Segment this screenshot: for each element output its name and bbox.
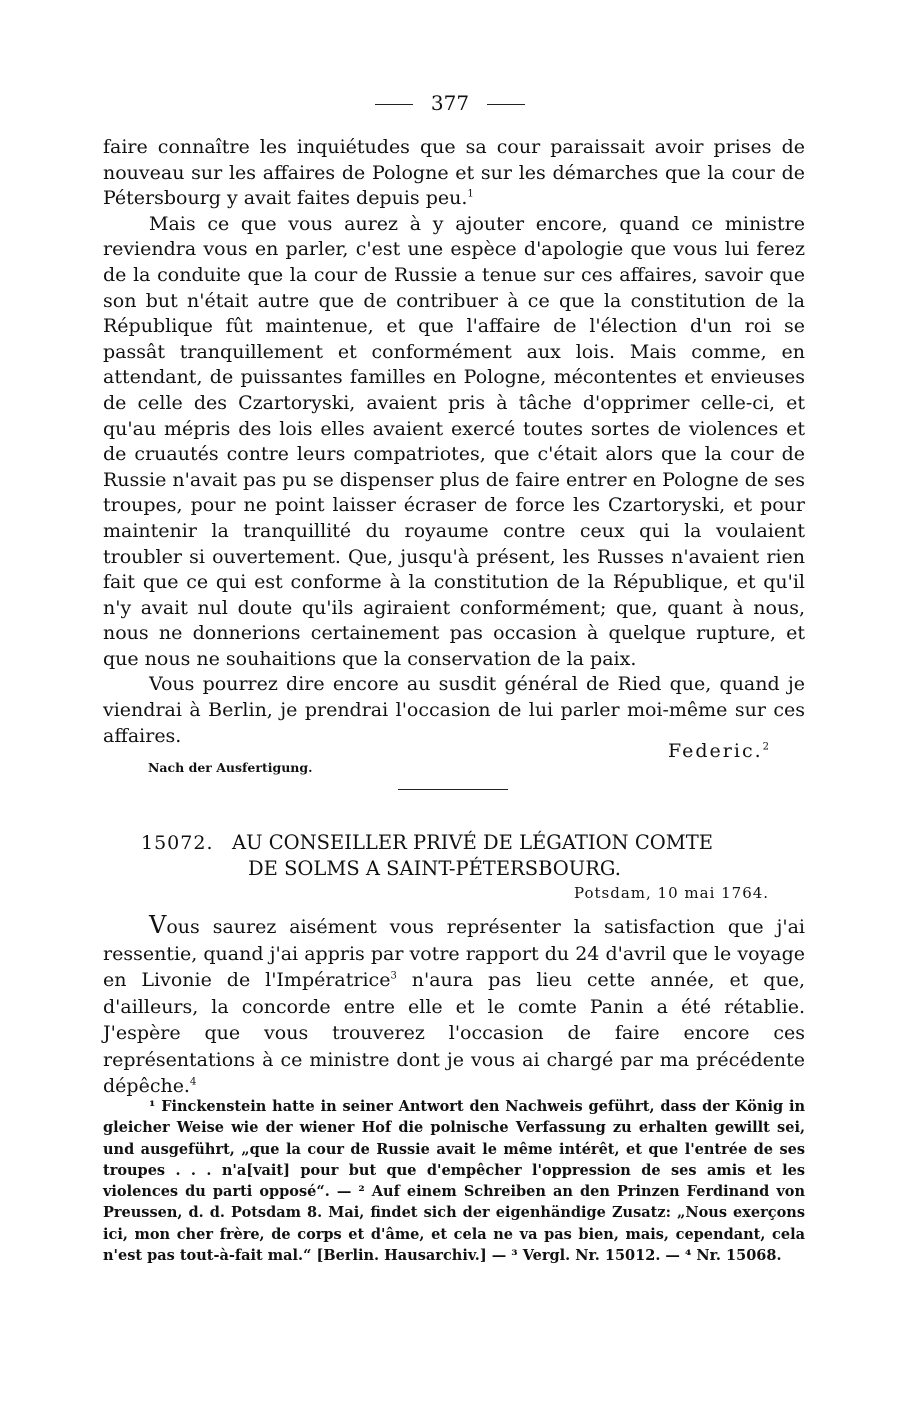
footnotes-text: ¹ Finckenstein hatte in seiner Antwort den Nachweis geführt, dass der König in gleicher Weise wie der wiener Hof die polnische Verfassung zu erhalten gewillt sei, und ausgeführt, „que la cour de Russie avait le même intérêt, et que l'entrée de ses troupes . . . n'a[vait] pour but que d'empêcher l'oppression de ses amis et les violences du parti opposé“. — ² Auf einem Schreiben an den Prinzen Ferdinand von Preussen, d. d. Potsdam 8. Mai, findet sich der eigenhändige Zusatz: „Nous exerçons ici, mon cher frère, de corps et d'âme, et cela ne va pas bien, mais, cependant, cela n'est pas tout-à-fait mal.“ [Berlin. Hausarchiv.] — ³ Vergl. Nr. 15012. — ⁴ Nr. 15068.	[103, 1098, 805, 1265]
heading-line-1: AU CONSEILLER PRIVÉ DE LÉGATION COMTE	[232, 831, 713, 854]
footnote-mark: 4	[189, 1076, 197, 1088]
source-note: Nach der Ausfertigung.	[148, 760, 313, 775]
header-rule-left	[375, 104, 413, 105]
paragraph-text: faire connaître les inquiétudes que sa cour paraissait avoir prises de nouveau sur les affaires de Pologne et sur les démarches que la cour de Pétersbourg y avait faites depuis peu.	[103, 136, 805, 210]
section-divider	[398, 789, 508, 790]
footnote-mark: 1	[467, 188, 474, 200]
heading-line-2: DE SOLMS A SAINT-PÉTERSBOURG.	[248, 857, 621, 880]
footnotes	[103, 1096, 805, 1266]
footnote-mark: 2	[762, 741, 772, 753]
paragraph: Vous pourrez dire encore au susdit général de Ried que, quand je viendrai à Berlin, je prendrai l'occasion de lui parler moi-même sur ces affaires.	[103, 673, 805, 747]
page-header	[0, 90, 900, 116]
page-number: 377	[430, 91, 470, 115]
letter-heading	[232, 830, 792, 882]
paragraph-text-b: n'aura pas lieu cette année, et que, d'ailleurs, la concorde entre elle et le comte Panin a été rétablie. J'espère que vous trouverez l'occasion de faire encore ces représentations à ce ministre dont je vous ai chargé par ma précédente dépêche.	[103, 969, 805, 1097]
letter-number: 15072.	[141, 832, 214, 854]
letter-2-body	[103, 912, 805, 1100]
header-rule-right	[487, 104, 525, 105]
signature-text: Federic.	[668, 740, 763, 762]
footnote-mark: 3	[390, 970, 397, 982]
signature	[668, 740, 771, 762]
dateline: Potsdam, 10 mai 1764.	[574, 884, 770, 902]
paragraph-text-a: ous saurez aisément vous représenter la satisfaction que j'ai ressentie, quand j'ai appris par votre rapport du 24 d'avril que le voyage en Livonie de l'Impératrice	[103, 916, 805, 991]
letter-1-body	[103, 135, 805, 749]
drop-cap: V	[149, 911, 167, 939]
paragraph: Mais ce que vous aurez à y ajouter encore, quand ce ministre reviendra vous en parler, c'est une espèce d'apologie que vous lui ferez de la conduite que la cour de Russie a tenue sur ces affaires, savoir que son but n'était autre que de contribuer à ce que la constitution de la République fût maintenue, et que l'affaire de l'élection d'un roi se passât tranquillement et conformément aux lois. Mais comme, en attendant, de puissantes familles en Pologne, mécontentes et envieuses de celle des Czartoryski, avaient pris à tâche d'opprimer celle-ci, et qu'au mépris des lois elles avaient exercé toutes sortes de violences et de cruautés contre leurs compatriotes, que c'était alors que la cour de Russie n'avait pas pu se dispenser plus de faire entrer en Pologne de ses troupes, pour ne point laisser écraser de force les Czartoryski, et pour maintenir la tranquillité du royaume contre ceux qui la voulaient troubler si ouvertement. Que, jusqu'à présent, les Russes n'avaient rien fait que ce qui est conforme à la constitution de la République, et qu'il n'y avait nul doute qu'ils agiraient conformément; que, quant à nous, nous ne donnerions certainement pas occasion à quelque rupture, et que nous ne souhaitions que la conservation de la paix.	[103, 212, 805, 670]
paragraph	[103, 912, 805, 1100]
paragraph	[103, 135, 805, 212]
